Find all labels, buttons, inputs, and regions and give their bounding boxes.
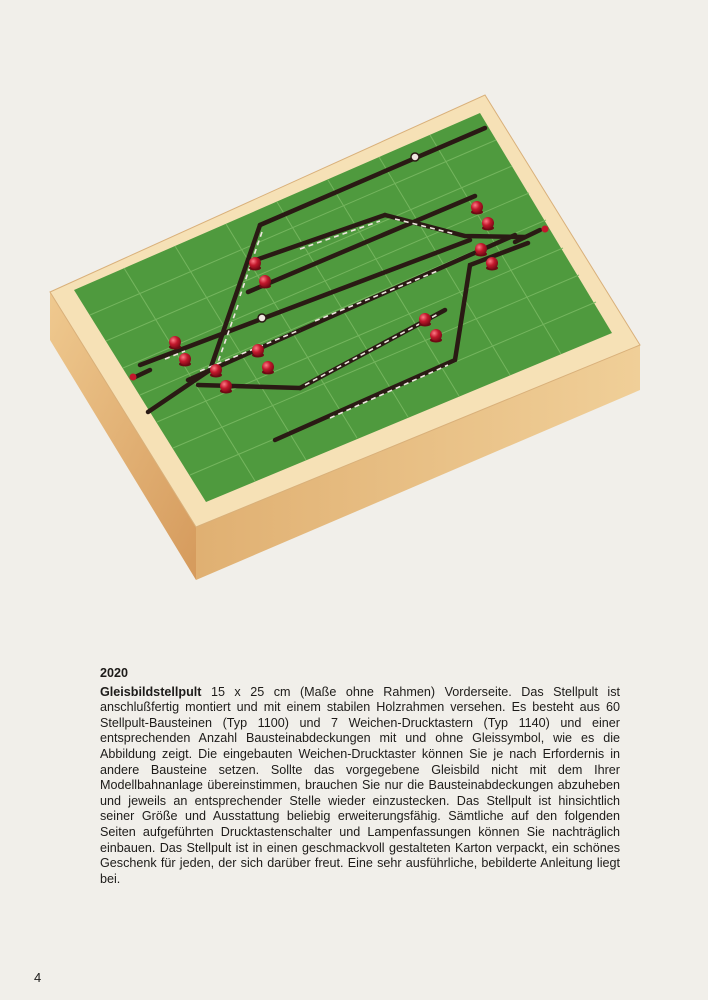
switch-button <box>482 217 494 231</box>
article-number: 2020 <box>100 666 129 680</box>
product-dimensions: 15 x 25 cm (Maße ohne Rahmen) Vorderseite. <box>210 684 512 699</box>
switch-button <box>430 329 442 343</box>
page-number: 4 <box>34 970 42 985</box>
switch-button <box>252 344 264 358</box>
product-description <box>100 666 620 887</box>
switch-button <box>220 380 232 394</box>
switch-button <box>486 257 498 271</box>
product-name: Gleisbildstellpult <box>100 684 202 699</box>
product-body-text: Das Stellpult ist anschlußfertig montiert und mit einem stabilen Holzrahmen versehen. Es besteht aus 60 Stellpult-Bausteinen (Typ 1100) und 7 Weichen-Drucktastern (Typ 1140) und einer entsprechenden Anzahl Bausteinabdeckungen mit und ohne Gleissymbol, wie es die Abbildung zeigt. Die eingebauten Weichen-Drucktaster können Sie je nach Erfordernis in andere Bausteine setzen. Sollte das vorgegebene Gleisbild nicht mit dem Ihrer Modellbahnanlage übereinstimmen, brauchen Sie nur die Bausteinabdeckungen abzuheben und jeweils an entsprechender Stelle wieder einzustecken. Das Stellpult ist hinsichtlich seiner Größe und Ausstattung beliebig erweiterungsfähig. Sämtliche auf den folgenden Seiten aufgeführten Drucktastenschalter und Lampenfassungen können Sie nachträglich einbauen. Das Stellpult ist in einen geschmackvoll gestalteten Karton verpackt, ein schönes Geschenk für jeden, der sich darüber freut. Eine sehr ausführliche, bebilderte Anleitung liegt bei. <box>100 684 621 886</box>
control-panel-illustration <box>40 90 670 590</box>
article-text <box>100 685 620 888</box>
switch-button <box>475 243 487 257</box>
switch-button <box>259 275 271 289</box>
switch-button <box>179 353 191 367</box>
switch-button <box>249 257 261 271</box>
switch-button <box>169 336 181 350</box>
switch-button <box>262 361 274 375</box>
switch-button <box>419 313 431 327</box>
switch-button <box>471 201 483 215</box>
switch-button <box>210 364 222 378</box>
